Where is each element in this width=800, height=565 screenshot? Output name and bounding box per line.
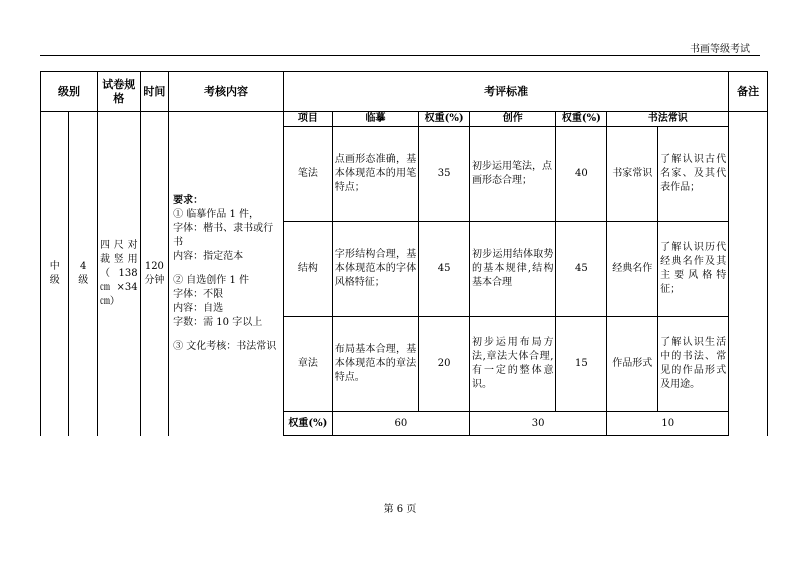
row-copy: 布局基本合理，基本体现范本的章法特点。 bbox=[332, 317, 418, 412]
paper-spec: 四尺对裁竖用（138㎝×34㎝） bbox=[99, 239, 138, 307]
subheader-item: 项目 bbox=[284, 112, 333, 127]
row-copy: 字形结构合理，基本体现范本的字体风格特征； bbox=[332, 222, 418, 317]
row-knowledge-item: 作品形式 bbox=[607, 317, 658, 412]
row-create: 初步运用布局方法,章法大体合理,有一定的整体意识。 bbox=[470, 317, 556, 412]
row-knowledge-item: 经典名作 bbox=[607, 222, 658, 317]
remark-cell bbox=[729, 112, 768, 436]
requirement-line: ① 临摹作品 1 件， bbox=[173, 208, 260, 220]
subheader-create: 创作 bbox=[470, 112, 556, 127]
grade: 4级 bbox=[78, 260, 89, 286]
row-create: 初步运用结体取势的基本规律,结构基本合理 bbox=[470, 222, 556, 317]
row-copy: 点画形态准确，基本体现范本的用笔特点； bbox=[332, 127, 418, 222]
level-name-cell bbox=[41, 112, 69, 436]
header-level: 级别 bbox=[41, 72, 98, 112]
row-create: 初步运用笔法，点画形态合理； bbox=[470, 127, 556, 222]
weights-create: 30 bbox=[470, 412, 607, 436]
paper-spec-cell bbox=[97, 112, 140, 436]
requirement-line: 字体：不限 bbox=[173, 288, 224, 300]
duration: 120分钟 bbox=[144, 260, 165, 286]
criteria-subheader-row bbox=[41, 112, 768, 127]
row-item: 结构 bbox=[284, 222, 333, 317]
row-weight2: 45 bbox=[556, 222, 607, 317]
row-knowledge-desc: 了解认识古代名家、及其代表作品； bbox=[658, 127, 729, 222]
requirements-cell bbox=[169, 112, 284, 436]
row-weight1: 45 bbox=[419, 222, 470, 317]
row-weight2: 15 bbox=[556, 317, 607, 412]
page-number: 第 6 页 bbox=[383, 504, 417, 515]
row-item: 章法 bbox=[284, 317, 333, 412]
header-paper-spec: 试卷规格 bbox=[97, 72, 140, 112]
row-knowledge-desc: 了解认识历代经典名作及其主要风格特征； bbox=[658, 222, 729, 317]
duration-cell bbox=[140, 112, 168, 436]
table-header-row bbox=[41, 72, 768, 112]
requirement-line bbox=[173, 264, 279, 274]
header-remark: 备注 bbox=[729, 72, 768, 112]
grade-cell bbox=[69, 112, 97, 436]
row-knowledge-item: 书家常识 bbox=[607, 127, 658, 222]
weights-label: 权重(%) bbox=[284, 412, 333, 436]
row-item: 笔法 bbox=[284, 127, 333, 222]
weights-copy: 60 bbox=[332, 412, 469, 436]
header-rule bbox=[40, 55, 760, 56]
subheader-weight2: 权重(%) bbox=[556, 112, 607, 127]
header-criteria: 考评标准 bbox=[284, 72, 729, 112]
requirement-line: 内容：自选 bbox=[173, 302, 224, 314]
row-weight2: 40 bbox=[556, 127, 607, 222]
subheader-weight1: 权重(%) bbox=[419, 112, 470, 127]
row-weight1: 20 bbox=[419, 317, 470, 412]
row-weight1: 35 bbox=[419, 127, 470, 222]
subheader-copy: 临摹 bbox=[332, 112, 418, 127]
requirement-line: ③ 文化考核：书法常识 bbox=[173, 340, 277, 352]
requirement-line: 字体：楷书、隶书或行书 bbox=[173, 222, 274, 248]
requirement-line: 内容：指定范本 bbox=[173, 250, 244, 262]
requirement-line: 字数：需 10 字以上 bbox=[173, 316, 263, 328]
subheader-knowledge: 书法常识 bbox=[607, 112, 729, 127]
running-header-title: 书画等级考试 bbox=[690, 44, 750, 55]
exam-criteria-table bbox=[40, 71, 768, 436]
row-knowledge-desc: 了解认识生活中的书法、常见的作品形式及用途。 bbox=[658, 317, 729, 412]
header-time: 时间 bbox=[140, 72, 168, 112]
header-content: 考核内容 bbox=[169, 72, 284, 112]
requirement-line: ② 自选创作 1 件 bbox=[173, 274, 250, 286]
level-name: 中级 bbox=[49, 260, 60, 286]
weights-knowledge: 10 bbox=[607, 412, 729, 436]
requirement-line bbox=[173, 330, 279, 340]
requirements-title: 要求： bbox=[173, 194, 204, 206]
